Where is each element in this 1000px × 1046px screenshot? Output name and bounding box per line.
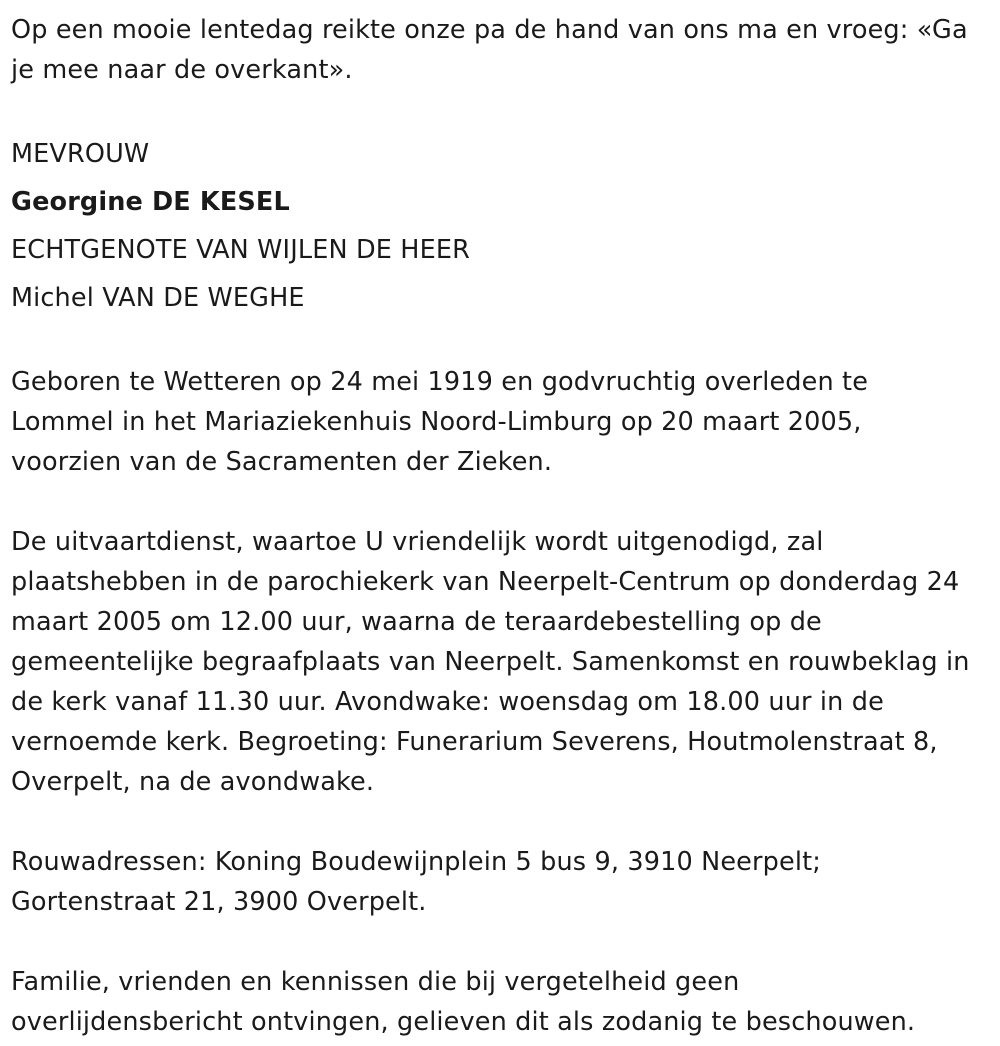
addresses-paragraph: Rouwadressen: Koning Boudewijnplein 5 bus 9, 3910 Neerpelt; Gortenstraat 21, 3900 Overpelt. — [11, 847, 821, 917]
deceased-name: Georgine DE KESEL — [11, 187, 290, 217]
closing-paragraph: Familie, vrienden en kennissen die bij vergetelheid geen overlijdensbericht ontvingen, gelieven dit als zodanig te beschouwen. — [11, 967, 916, 1037]
intro-quote: Op een mooie lentedag reikte onze pa de hand van ons ma en vroeg: «Ga je mee naar de overkant». — [11, 15, 968, 85]
funeral-paragraph: De uitvaartdienst, waartoe U vriendelijk wordt uitgenodigd, zal plaatshebben in de parochiekerk van Neerpelt-Centrum op donderdag 24 maart 2005 om 12.00 uur, waarna de teraardebestelling op de gemeentelijke begraafplaats van Neerpelt. Samenkomst en rouwbeklag in de kerk vanaf 11.30 uur. Avondwake: woensdag om 18.00 uur in de vernoemde kerk. Begroeting: Funerarium Severens, Houtmolenstraat 8, Overpelt, na de avondwake. — [11, 527, 970, 797]
name-block — [11, 130, 1000, 322]
birth-death-paragraph: Geboren te Wetteren op 24 mei 1919 en godvruchtig overleden te Lommel in het Mariaziekenhuis Noord-Limburg op 20 maart 2005, voorzien van de Sacramenten der Zieken. — [11, 367, 869, 477]
relation-line: ECHTGENOTE VAN WIJLEN DE HEER — [11, 235, 470, 265]
spouse-name: Michel VAN DE WEGHE — [11, 283, 305, 313]
title-mevrouw: MEVROUW — [11, 139, 150, 169]
